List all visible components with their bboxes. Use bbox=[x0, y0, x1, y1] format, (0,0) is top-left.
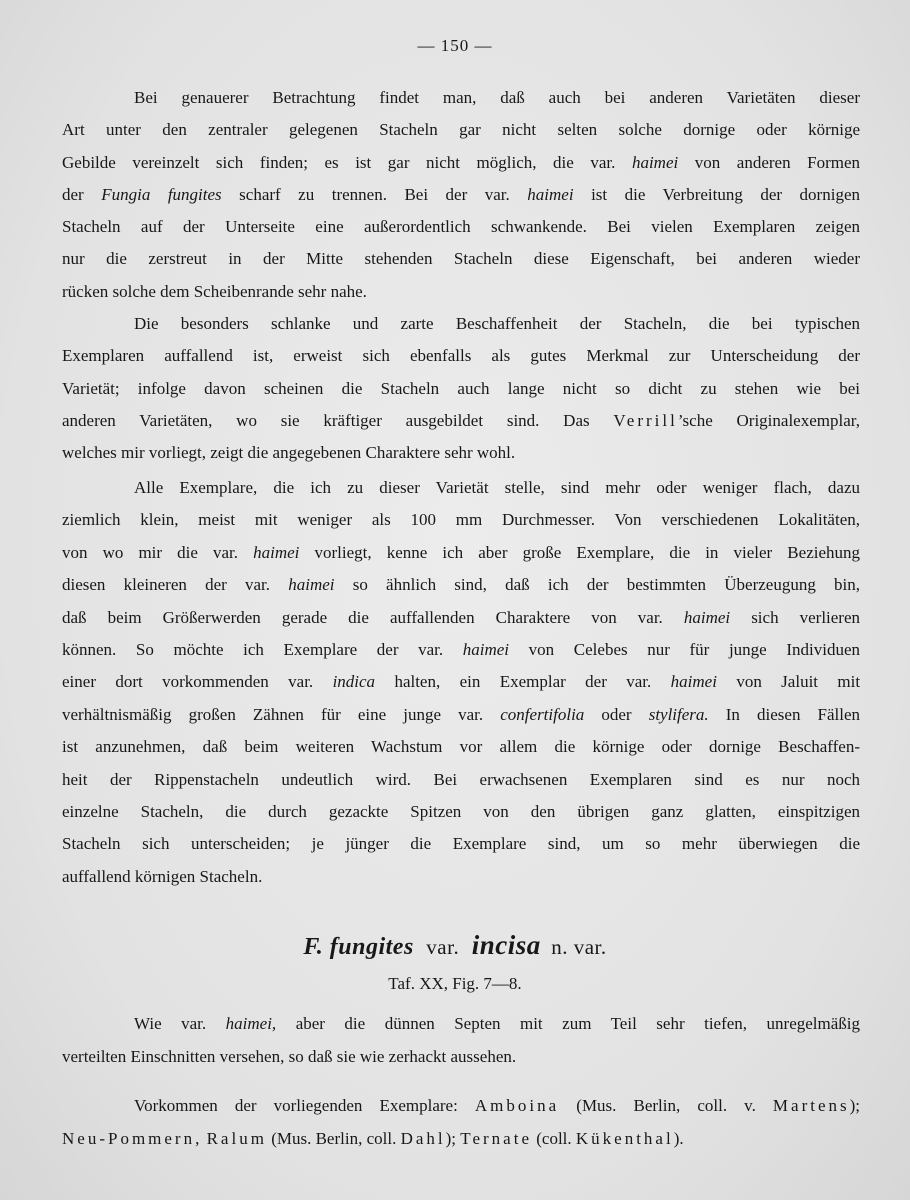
paragraph-alle-exemplare bbox=[62, 472, 860, 893]
taxon-name: haimei bbox=[462, 640, 510, 660]
locality-name: Neu-Pommern, bbox=[62, 1128, 203, 1148]
collector-name: Martens bbox=[772, 1096, 850, 1115]
plate-reference: Taf. XX, Fig. 7—8. bbox=[388, 974, 522, 993]
taxon-name: haimei bbox=[253, 542, 300, 562]
text-line: auffallend körnigen Stacheln. bbox=[62, 866, 263, 886]
taxon-name: haimei bbox=[631, 152, 679, 172]
heading-genus: F. fungites bbox=[303, 934, 414, 960]
text-line: Bei genauerer Betrachtung findet man, daß auch bei anderen Varietäten dieser bbox=[134, 88, 860, 107]
locality-name: Amboina bbox=[474, 1096, 560, 1115]
text-line: Vorkommen der vorliegenden Exemplare: Amboina (Mus. Berlin, coll. v. Martens); bbox=[134, 1096, 861, 1115]
taxon-name: haimei, bbox=[225, 1014, 277, 1033]
collector-name: Dahl bbox=[400, 1128, 446, 1148]
locality-name: Ralum bbox=[206, 1128, 267, 1148]
text-line: einzelne Stacheln, die durch gezackte Spitzen von den übrigen ganz glatten, einspitzigen bbox=[62, 802, 860, 822]
text-line: Stacheln auf der Unterseite eine außerordentlich schwankende. Bei vielen Exemplaren zeigen bbox=[62, 217, 860, 237]
paragraph-description-incisa bbox=[62, 1008, 860, 1073]
text-line: der Fungia fungites scharf zu trennen. Bei der var. haimei ist die Verbreitung der dornigen bbox=[62, 184, 860, 204]
text-line: können. So möchte ich Exemplare der var. haimei von Celebes nur für junge Individuen bbox=[62, 640, 860, 660]
collector-name: Kükenthal bbox=[575, 1128, 674, 1148]
heading-suffix: n. var. bbox=[551, 935, 607, 959]
section-heading-incisa bbox=[0, 930, 910, 961]
text-line: Gebilde vereinzelt sich finden; es ist gar nicht möglich, die var. haimei von anderen Formen bbox=[62, 152, 861, 172]
taxon-name: confertifolia bbox=[500, 704, 585, 724]
paragraph-schlanke-stacheln bbox=[62, 308, 860, 469]
text-line: Art unter den zentraler gelegenen Stacheln gar nicht selten solche dornige oder körnige bbox=[62, 120, 860, 140]
text-line: verteilten Einschnitten versehen, so daß sie wie zerhackt aussehen. bbox=[62, 1046, 517, 1066]
text-line: heit der Rippenstacheln undeutlich wird. Bei erwachsenen Exemplaren sind es nur noch bbox=[62, 769, 860, 789]
author-name: Verrill bbox=[613, 410, 678, 430]
taxon-name: Fungia fungites bbox=[101, 184, 222, 204]
text-line: Wie var. haimei, aber die dünnen Septen mit zum Teil sehr tiefen, unregelmäßig bbox=[134, 1014, 861, 1033]
paragraph-haimei-dornige-stacheln bbox=[62, 82, 860, 308]
text-line: ziemlich klein, meist mit weniger als 100 mm Durchmesser. Von verschiedenen Lokalitäten, bbox=[62, 510, 860, 530]
text-line: Alle Exemplare, die ich zu dieser Varietät stelle, sind mehr oder weniger flach, dazu bbox=[134, 478, 860, 497]
text-line: diesen kleineren der var. haimei so ähnlich sind, daß ich der bestimmten Überzeugung bin, bbox=[62, 575, 861, 595]
text-line: Exemplaren auffallend ist, erweist sich ebenfalls als gutes Merkmal zur Unterscheidung der bbox=[62, 346, 860, 366]
text-line: nur die zerstreut in der Mitte stehenden Stacheln diese Eigenschaft, bei anderen wieder bbox=[62, 249, 860, 269]
locality-name: Ternate bbox=[460, 1128, 532, 1148]
taxon-name: haimei bbox=[288, 575, 335, 595]
text-line: rücken solche dem Scheibenrande sehr nahe. bbox=[62, 281, 367, 301]
text-line: von wo mir die var. haimei vorliegt, kenne ich aber große Exemplare, die in vieler Beziehung bbox=[62, 542, 861, 562]
text-line: einer dort vorkommenden var. indica halten, ein Exemplar der var. haimei von Jaluit mit bbox=[62, 672, 861, 692]
heading-variety-name: incisa bbox=[471, 930, 541, 960]
text-line: daß beim Größerwerden gerade die auffallenden Charaktere von var. haimei sich verlieren bbox=[62, 607, 861, 627]
text-line: Neu-Pommern, Ralum (Mus. Berlin, coll. Dahl); Ternate (coll. Kükenthal). bbox=[62, 1128, 684, 1148]
taxon-name: haimei bbox=[683, 607, 731, 627]
taxon-name: indica bbox=[332, 672, 376, 692]
taxon-name: haimei bbox=[670, 672, 717, 692]
heading-var: var. bbox=[426, 935, 460, 959]
taxon-name: haimei bbox=[527, 184, 574, 204]
text-line: Die besonders schlanke und zarte Beschaffenheit der Stacheln, die bei typischen bbox=[134, 314, 860, 333]
text-line: verhältnismäßig großen Zähnen für eine junge var. confertifolia oder stylifera. In diesen Fällen bbox=[62, 704, 861, 724]
text-line: Stacheln sich unterscheiden; je jünger die Exemplare sind, um so mehr überwiegen die bbox=[62, 834, 860, 854]
taxon-name: stylifera. bbox=[648, 704, 709, 724]
text-line: welches mir vorliegt, zeigt die angegebenen Charaktere sehr wohl. bbox=[62, 443, 516, 463]
text-line: anderen Varietäten, wo sie kräftiger ausgebildet sind. Das Verrill’sche Originalexemplar, bbox=[62, 410, 860, 430]
page-number: — 150 — bbox=[417, 36, 493, 55]
text-line: Varietät; infolge davon scheinen die Stacheln auch lange nicht so dicht zu stehen wie bei bbox=[62, 378, 860, 398]
text-line: ist anzunehmen, daß beim weiteren Wachstum vor allem die körnige oder dornige Beschaffen- bbox=[62, 737, 860, 757]
paragraph-vorkommen bbox=[62, 1090, 860, 1155]
